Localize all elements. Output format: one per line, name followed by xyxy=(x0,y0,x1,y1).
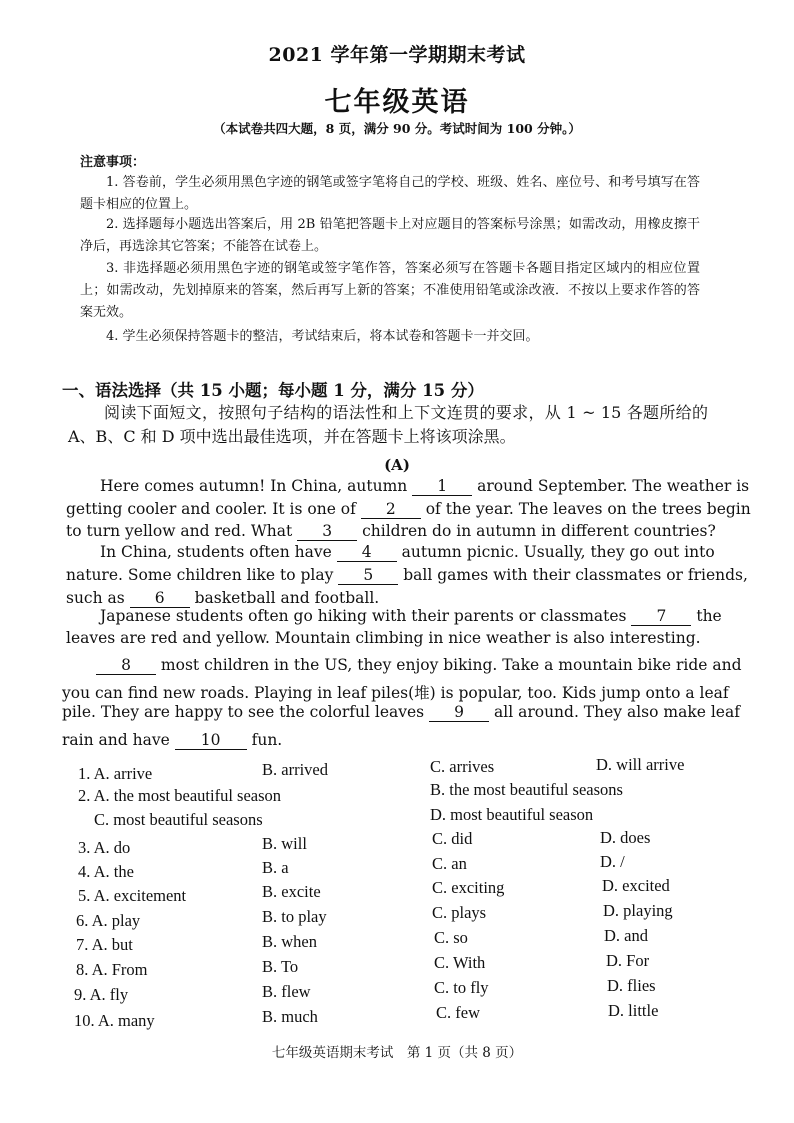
passage-text: getting cooler and cooler. It is one of xyxy=(66,500,361,518)
answer-blank: 7 xyxy=(631,607,691,626)
option-q8-b: B. To xyxy=(262,957,299,976)
passage-line xyxy=(96,656,756,675)
option-q1-a: 1. A. arrive xyxy=(78,764,153,783)
passage-line xyxy=(66,500,751,519)
option-q2-a: 2. A. the most beautiful season xyxy=(78,786,282,805)
passage-line xyxy=(66,522,726,541)
passage-line xyxy=(66,566,748,585)
option-q3-b: B. will xyxy=(262,834,307,853)
passage-text: autumn picnic. Usually, they go out into xyxy=(396,543,715,561)
passage-text: of the year. The leaves on the trees begin xyxy=(420,500,751,518)
passage-label: (A) xyxy=(384,456,410,474)
passage-text: Japanese students often go hiking with their parents or classmates xyxy=(100,607,632,625)
passage-text: leaves are red and yellow. Mountain climbing in nice weather is also interesting. xyxy=(66,629,701,647)
section-heading: 一、语法选择（共 15 小题；每小题 1 分，满分 15 分） xyxy=(62,381,484,400)
option-q3-a: 3. A. do xyxy=(78,838,131,857)
exam-subtitle: （本试卷共四大题，8 页，满分 90 分。考试时间为 100 分钟。） xyxy=(213,121,581,136)
passage-line xyxy=(66,629,726,647)
passage-line xyxy=(100,543,760,562)
passage-line xyxy=(62,731,722,750)
option-q10-d: D. little xyxy=(608,1001,659,1020)
passage-text: such as xyxy=(66,589,130,607)
option-q7-c: C. so xyxy=(434,928,468,947)
passage-text: the xyxy=(691,607,722,625)
option-q3-d: D. does xyxy=(600,828,651,847)
passage-text: children do in autumn in different countries? xyxy=(357,522,716,540)
option-q5-c: C. exciting xyxy=(432,878,505,897)
notes-heading: 注意事项： xyxy=(80,155,146,170)
option-q1-b: B. arrived xyxy=(262,760,328,779)
option-q8-a: 8. A. From xyxy=(76,960,148,979)
answer-blank: 5 xyxy=(338,566,398,585)
answer-blank: 8 xyxy=(96,656,156,675)
note-item: 3. 非选择题必须用黑色字迹的钢笔或签字笔作答，答案必须写在答题卡各题目指定区域内的相应位置上；如需改动，先划掉原来的答案，然后再写上新的答案；不准使用铅笔或涂改液．不按以上要求作答的答案无效。 xyxy=(80,261,700,320)
option-q9-a: 9. A. fly xyxy=(74,985,129,1004)
option-q6-b: B. to play xyxy=(262,907,327,926)
option-q7-a: 7. A. but xyxy=(76,935,133,954)
passage-text: rain and have xyxy=(62,731,175,749)
answer-blank: 4 xyxy=(337,543,397,562)
option-q1-d: D. will arrive xyxy=(596,755,685,774)
note-item: 2. 选择题每小题选出答案后，用 2B 铅笔把答题卡上对应题目的答案标号涂黑；如需改动，用橡皮擦干净后，再选涂其它答案；不能答在试卷上。 xyxy=(80,217,700,254)
passage-text: around September. The weather is xyxy=(472,477,750,495)
answer-blank: 1 xyxy=(412,477,472,496)
answer-blank: 3 xyxy=(297,522,357,541)
section-instruction: 阅读下面短文，按照句子结构的语法性和上下文连贯的要求，从 1 ~ 15 各题所给的 A、B、C 和 D 项中选出最佳选项，并在答题卡上将该项涂黑。 xyxy=(68,403,708,446)
option-q5-d: D. excited xyxy=(602,876,670,895)
passage-text: basketball and football. xyxy=(189,589,380,607)
answer-blank: 9 xyxy=(429,703,489,722)
option-q4-a: 4. A. the xyxy=(78,862,134,881)
note-item: 1. 答卷前，学生必须用黑色字迹的钢笔或签字笔将自己的学校、班级、姓名、座位号、和考号填写在答题卡相应的位置上。 xyxy=(80,175,700,212)
passage-text: to turn yellow and red. What xyxy=(66,522,298,540)
subject-title: 七年级英语 xyxy=(324,87,470,118)
option-q4-c: C. an xyxy=(432,854,467,873)
exam-title: 2021 学年第一学期期末考试 xyxy=(268,44,526,66)
option-q10-a: 10. A. many xyxy=(74,1011,155,1030)
passage-text: most children in the US, they enjoy biking. Take a mountain bike ride and xyxy=(156,656,742,674)
passage-line xyxy=(100,477,760,496)
option-q8-c: C. With xyxy=(434,953,486,972)
passage-text: fun. xyxy=(246,731,283,749)
option-q5-a: 5. A. excitement xyxy=(78,886,187,905)
answer-blank: 6 xyxy=(130,589,190,608)
option-q4-b: B. a xyxy=(262,858,289,877)
option-q7-b: B. when xyxy=(262,932,317,951)
option-q6-c: C. plays xyxy=(432,903,487,922)
passage-line xyxy=(62,681,729,703)
option-q2-d: D. most beautiful season xyxy=(430,805,594,824)
passage-text: all around. They also make leaf xyxy=(489,703,740,721)
passage-line xyxy=(62,703,740,722)
passage-text: you can find new roads. Playing in leaf piles(堆) is popular, too. Kids jump onto a leaf xyxy=(62,684,729,702)
option-q7-d: D. and xyxy=(604,926,648,945)
passage-text: In China, students often have xyxy=(100,543,337,561)
option-q9-d: D. flies xyxy=(607,976,656,995)
passage-text: nature. Some children like to play xyxy=(66,566,339,584)
note-item: 4. 学生必须保持答题卡的整洁，考试结束后，将本试卷和答题卡一并交回。 xyxy=(106,329,539,344)
option-q8-d: D. For xyxy=(606,951,650,970)
option-q2-c: C. most beautiful seasons xyxy=(94,810,263,829)
option-q3-c: C. did xyxy=(432,829,473,848)
option-q9-b: B. flew xyxy=(262,982,311,1001)
option-q1-c: C. arrives xyxy=(430,757,495,776)
option-q9-c: C. to fly xyxy=(434,978,489,997)
answer-blank: 10 xyxy=(175,731,247,750)
option-q2-b: B. the most beautiful seasons xyxy=(430,780,623,799)
option-q6-a: 6. A. play xyxy=(76,911,141,930)
page-footer: 七年级英语期末考试 第 1 页（共 8 页） xyxy=(271,1045,523,1061)
option-q10-c: C. few xyxy=(436,1003,480,1022)
option-q4-d: D. / xyxy=(600,852,625,871)
passage-text: Here comes autumn! In China, autumn xyxy=(100,477,413,495)
option-q6-d: D. playing xyxy=(603,901,673,920)
passage-line xyxy=(100,607,760,626)
option-q10-b: B. much xyxy=(262,1007,318,1026)
passage-line xyxy=(66,589,726,608)
passage-text: ball games with their classmates or friends, xyxy=(398,566,748,584)
passage-text: pile. They are happy to see the colorful leaves xyxy=(62,703,430,721)
answer-blank: 2 xyxy=(361,500,421,519)
option-q5-b: B. excite xyxy=(262,882,321,901)
